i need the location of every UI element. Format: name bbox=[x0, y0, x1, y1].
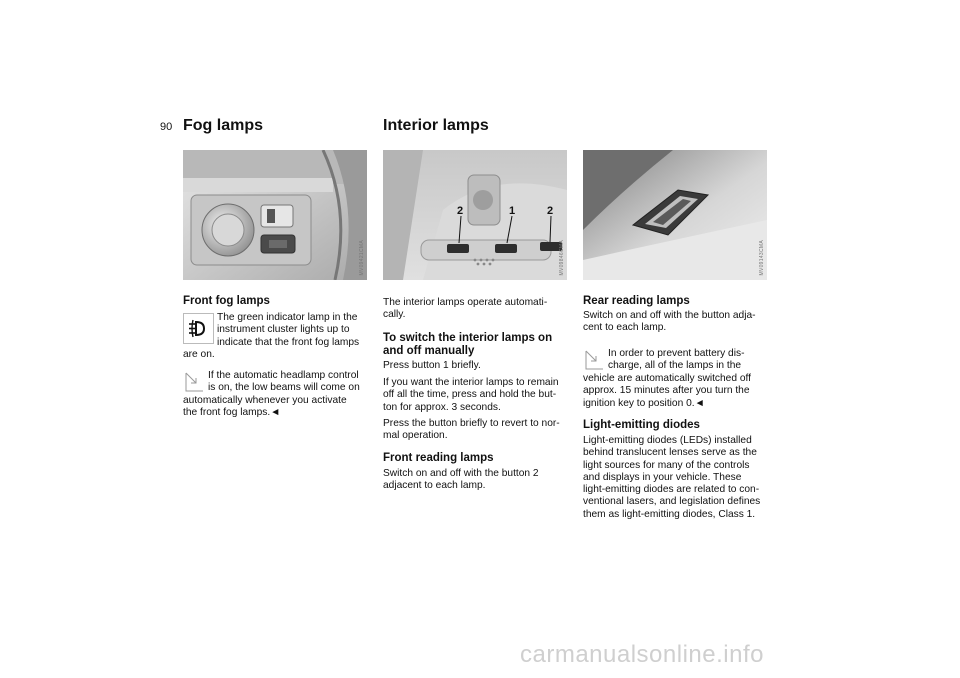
text-line: adjacent to each lamp. bbox=[383, 480, 486, 492]
interior-lamps-title: Interior lamps bbox=[383, 117, 489, 134]
text-line: and displays in your vehicle. These bbox=[583, 471, 742, 483]
text-line: is on, the low beams will come on bbox=[208, 382, 360, 394]
text-line: vehicle are automatically switched off bbox=[583, 373, 751, 384]
leds-text bbox=[583, 435, 760, 521]
heading-line: and off manually bbox=[383, 345, 475, 357]
interior-intro bbox=[383, 297, 547, 322]
text-line: Switch on and off with the button adja- bbox=[583, 310, 756, 321]
text-line: mal operation. bbox=[383, 430, 448, 442]
switch-manually-heading bbox=[383, 332, 552, 358]
leds-heading: Light-emitting diodes bbox=[583, 419, 700, 431]
photo-label-button-2-right: 2 bbox=[547, 205, 554, 217]
photo-code: MV09143CMA bbox=[759, 240, 765, 276]
text-line: charge, all of the lamps in the bbox=[608, 360, 742, 372]
text-line: off all the time, press and hold the but- bbox=[383, 389, 557, 401]
front-fog-lamp-icon bbox=[183, 313, 214, 344]
text-line: ventional lasers, and legislation defines bbox=[583, 496, 761, 508]
photo-label-button-1: 1 bbox=[509, 205, 516, 217]
interior-lamps-photo bbox=[383, 150, 567, 280]
text-line: behind translucent lenses serve as the bbox=[583, 447, 757, 459]
note-arrow-icon bbox=[583, 349, 605, 376]
text-line: ignition key to position 0.◄ bbox=[583, 397, 705, 409]
rear-lamp-illustration bbox=[583, 150, 767, 280]
front-fog-lamps-heading: Front fog lamps bbox=[183, 295, 270, 307]
text-line: The green indicator lamp in the bbox=[217, 312, 358, 323]
fog-note bbox=[208, 370, 378, 395]
text-line: light-emitting diodes are related to con- bbox=[583, 484, 760, 496]
page-number: 90 bbox=[160, 121, 173, 133]
text-line: cent to each lamp. bbox=[583, 322, 667, 334]
front-reading-lamps-heading: Front reading lamps bbox=[383, 452, 494, 464]
switch-step-1: Press button 1 briefly. bbox=[383, 360, 481, 371]
text-line: If you want the interior lamps to remain bbox=[383, 377, 559, 388]
text-line: approx. 15 minutes after you turn the bbox=[583, 385, 750, 397]
front-fog-text bbox=[217, 312, 377, 349]
photo-code: MV09846CMA bbox=[559, 240, 565, 276]
text-line: Light-emitting diodes (LEDs) installed bbox=[583, 435, 752, 446]
heading-line: To switch the interior lamps on bbox=[383, 332, 553, 344]
text-line: Switch on and off with the button 2 bbox=[383, 468, 539, 479]
text-line: them as light-emitting diodes, Class 1. bbox=[583, 508, 756, 520]
fog-lamp-switch-photo bbox=[183, 150, 367, 280]
interior-lamps-illustration bbox=[383, 150, 567, 280]
text-line: instrument cluster lights up to bbox=[217, 324, 350, 336]
text-line: In order to prevent battery dis- bbox=[608, 348, 745, 359]
front-reading-text bbox=[383, 468, 539, 493]
fog-note-continued bbox=[183, 395, 347, 420]
photo-label-button-2-left: 2 bbox=[457, 205, 464, 217]
photo-code: MV09421CMA bbox=[359, 240, 365, 276]
text-line: automatically whenever you activate bbox=[183, 395, 347, 406]
rear-reading-lamp-photo bbox=[583, 150, 767, 280]
front-fog-text-end: are on. bbox=[183, 349, 215, 360]
note-arrow-icon bbox=[183, 371, 205, 398]
text-line: indicate that the front fog lamps bbox=[217, 336, 360, 348]
text-line: light sources for many of the controls bbox=[583, 459, 750, 471]
switch-step-2 bbox=[383, 377, 559, 414]
rear-note bbox=[608, 348, 778, 373]
text-line: cally. bbox=[383, 309, 406, 321]
text-line: ton for approx. 3 seconds. bbox=[383, 401, 501, 413]
text-line: the front fog lamps.◄ bbox=[183, 407, 281, 419]
fog-lamps-title: Fog lamps bbox=[183, 117, 264, 134]
rear-note-continued bbox=[583, 373, 751, 410]
text-line: Press the button briefly to revert to nor- bbox=[383, 418, 560, 429]
text-line: If the automatic headlamp control bbox=[208, 370, 359, 381]
rear-reading-lamps-heading: Rear reading lamps bbox=[583, 295, 690, 307]
fog-switch-illustration bbox=[183, 150, 367, 280]
watermark: carmanualsonline.info bbox=[520, 641, 764, 668]
text-line: The interior lamps operate automati- bbox=[383, 297, 548, 308]
switch-step-3 bbox=[383, 418, 560, 443]
rear-reading-text bbox=[583, 310, 756, 335]
